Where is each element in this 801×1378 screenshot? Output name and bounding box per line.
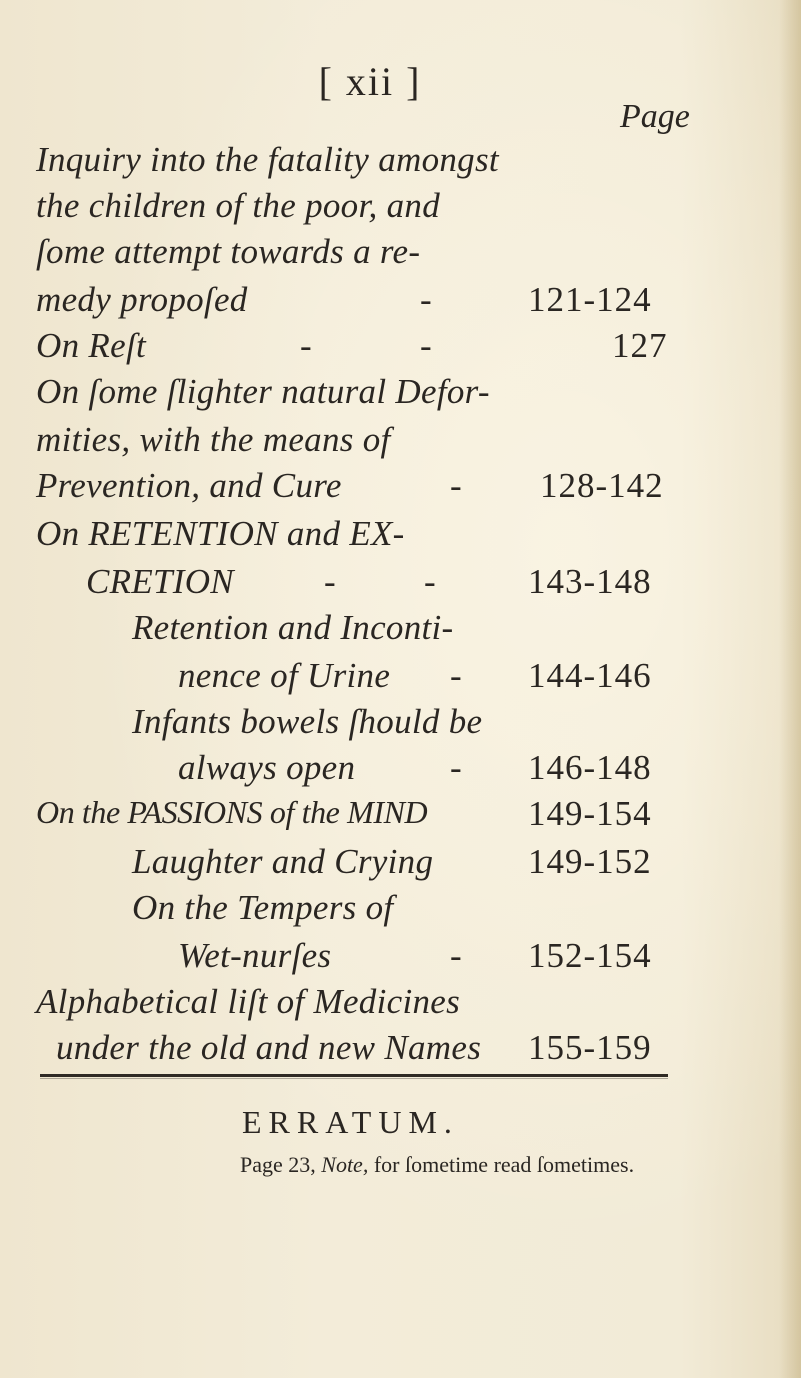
page-range: 146-148 bbox=[528, 748, 652, 787]
contents-line: Infants bowels ſhould be bbox=[132, 702, 483, 741]
divider-rule bbox=[40, 1074, 668, 1077]
contents-line: under the old and new Names bbox=[56, 1028, 482, 1067]
contents-line: Alphabetical liſt of Medicines bbox=[36, 982, 461, 1021]
contents-line: nence of Urine bbox=[178, 656, 391, 695]
page-range: 121-124 bbox=[528, 280, 652, 319]
leader-dash: - bbox=[450, 936, 462, 975]
contents-line: Inquiry into the fatality amongst bbox=[36, 140, 499, 179]
contents-line: the children of the poor, and bbox=[36, 186, 441, 225]
contents-line: CRETION bbox=[86, 562, 234, 601]
contents-line: On ſome ſlighter natural Defor- bbox=[36, 372, 490, 411]
contents-line: Retention and Inconti- bbox=[132, 608, 454, 647]
contents-line: medy propoſed bbox=[36, 280, 248, 319]
contents-line: On the PASSIONS of the MIND bbox=[36, 794, 428, 830]
leader-dash: - bbox=[450, 748, 462, 787]
leader-dash: - bbox=[324, 562, 336, 601]
erratum-heading: ERRATUM. bbox=[242, 1104, 459, 1140]
leader-dash: - bbox=[420, 326, 432, 365]
contents-line: ſome attempt towards a re- bbox=[36, 232, 421, 271]
page-range: 149-152 bbox=[528, 842, 652, 881]
page-range: 149-154 bbox=[528, 794, 652, 833]
page-edge-shadow bbox=[779, 0, 801, 1378]
page-number-mark: [ xii ] bbox=[318, 59, 422, 104]
page-range: 155-159 bbox=[528, 1028, 652, 1067]
contents-line: Prevention, and Cure bbox=[36, 466, 342, 505]
erratum-correction: for ſometime read ſometimes. bbox=[373, 1152, 635, 1177]
contents-line: On RETENTION and EX- bbox=[36, 514, 405, 553]
leader-dash: - bbox=[300, 326, 312, 365]
contents-line: Wet-nurſes bbox=[178, 936, 332, 975]
leader-dash: - bbox=[450, 656, 462, 695]
erratum-note-word: Note, bbox=[321, 1152, 369, 1177]
leader-dash: - bbox=[420, 280, 432, 319]
leader-dash: - bbox=[424, 562, 436, 601]
page-range: 143-148 bbox=[528, 562, 652, 601]
erratum-page-ref: Page 23, bbox=[240, 1152, 316, 1177]
page-range: 144-146 bbox=[528, 656, 652, 695]
divider-rule-shadow bbox=[40, 1078, 668, 1079]
contents-line: mities, with the means of bbox=[36, 420, 391, 459]
page-range: 128-142 bbox=[540, 466, 664, 505]
contents-line: always open bbox=[178, 748, 356, 787]
leader-dash: - bbox=[450, 466, 462, 505]
page-column-label: Page bbox=[620, 98, 690, 135]
contents-line: On Reſt bbox=[36, 326, 146, 365]
page-range: 127 bbox=[612, 326, 668, 365]
erratum-note bbox=[240, 1152, 634, 1178]
contents-line: On the Tempers of bbox=[132, 888, 394, 927]
page-range: 152-154 bbox=[528, 936, 652, 975]
contents-line: Laughter and Crying bbox=[132, 842, 434, 881]
